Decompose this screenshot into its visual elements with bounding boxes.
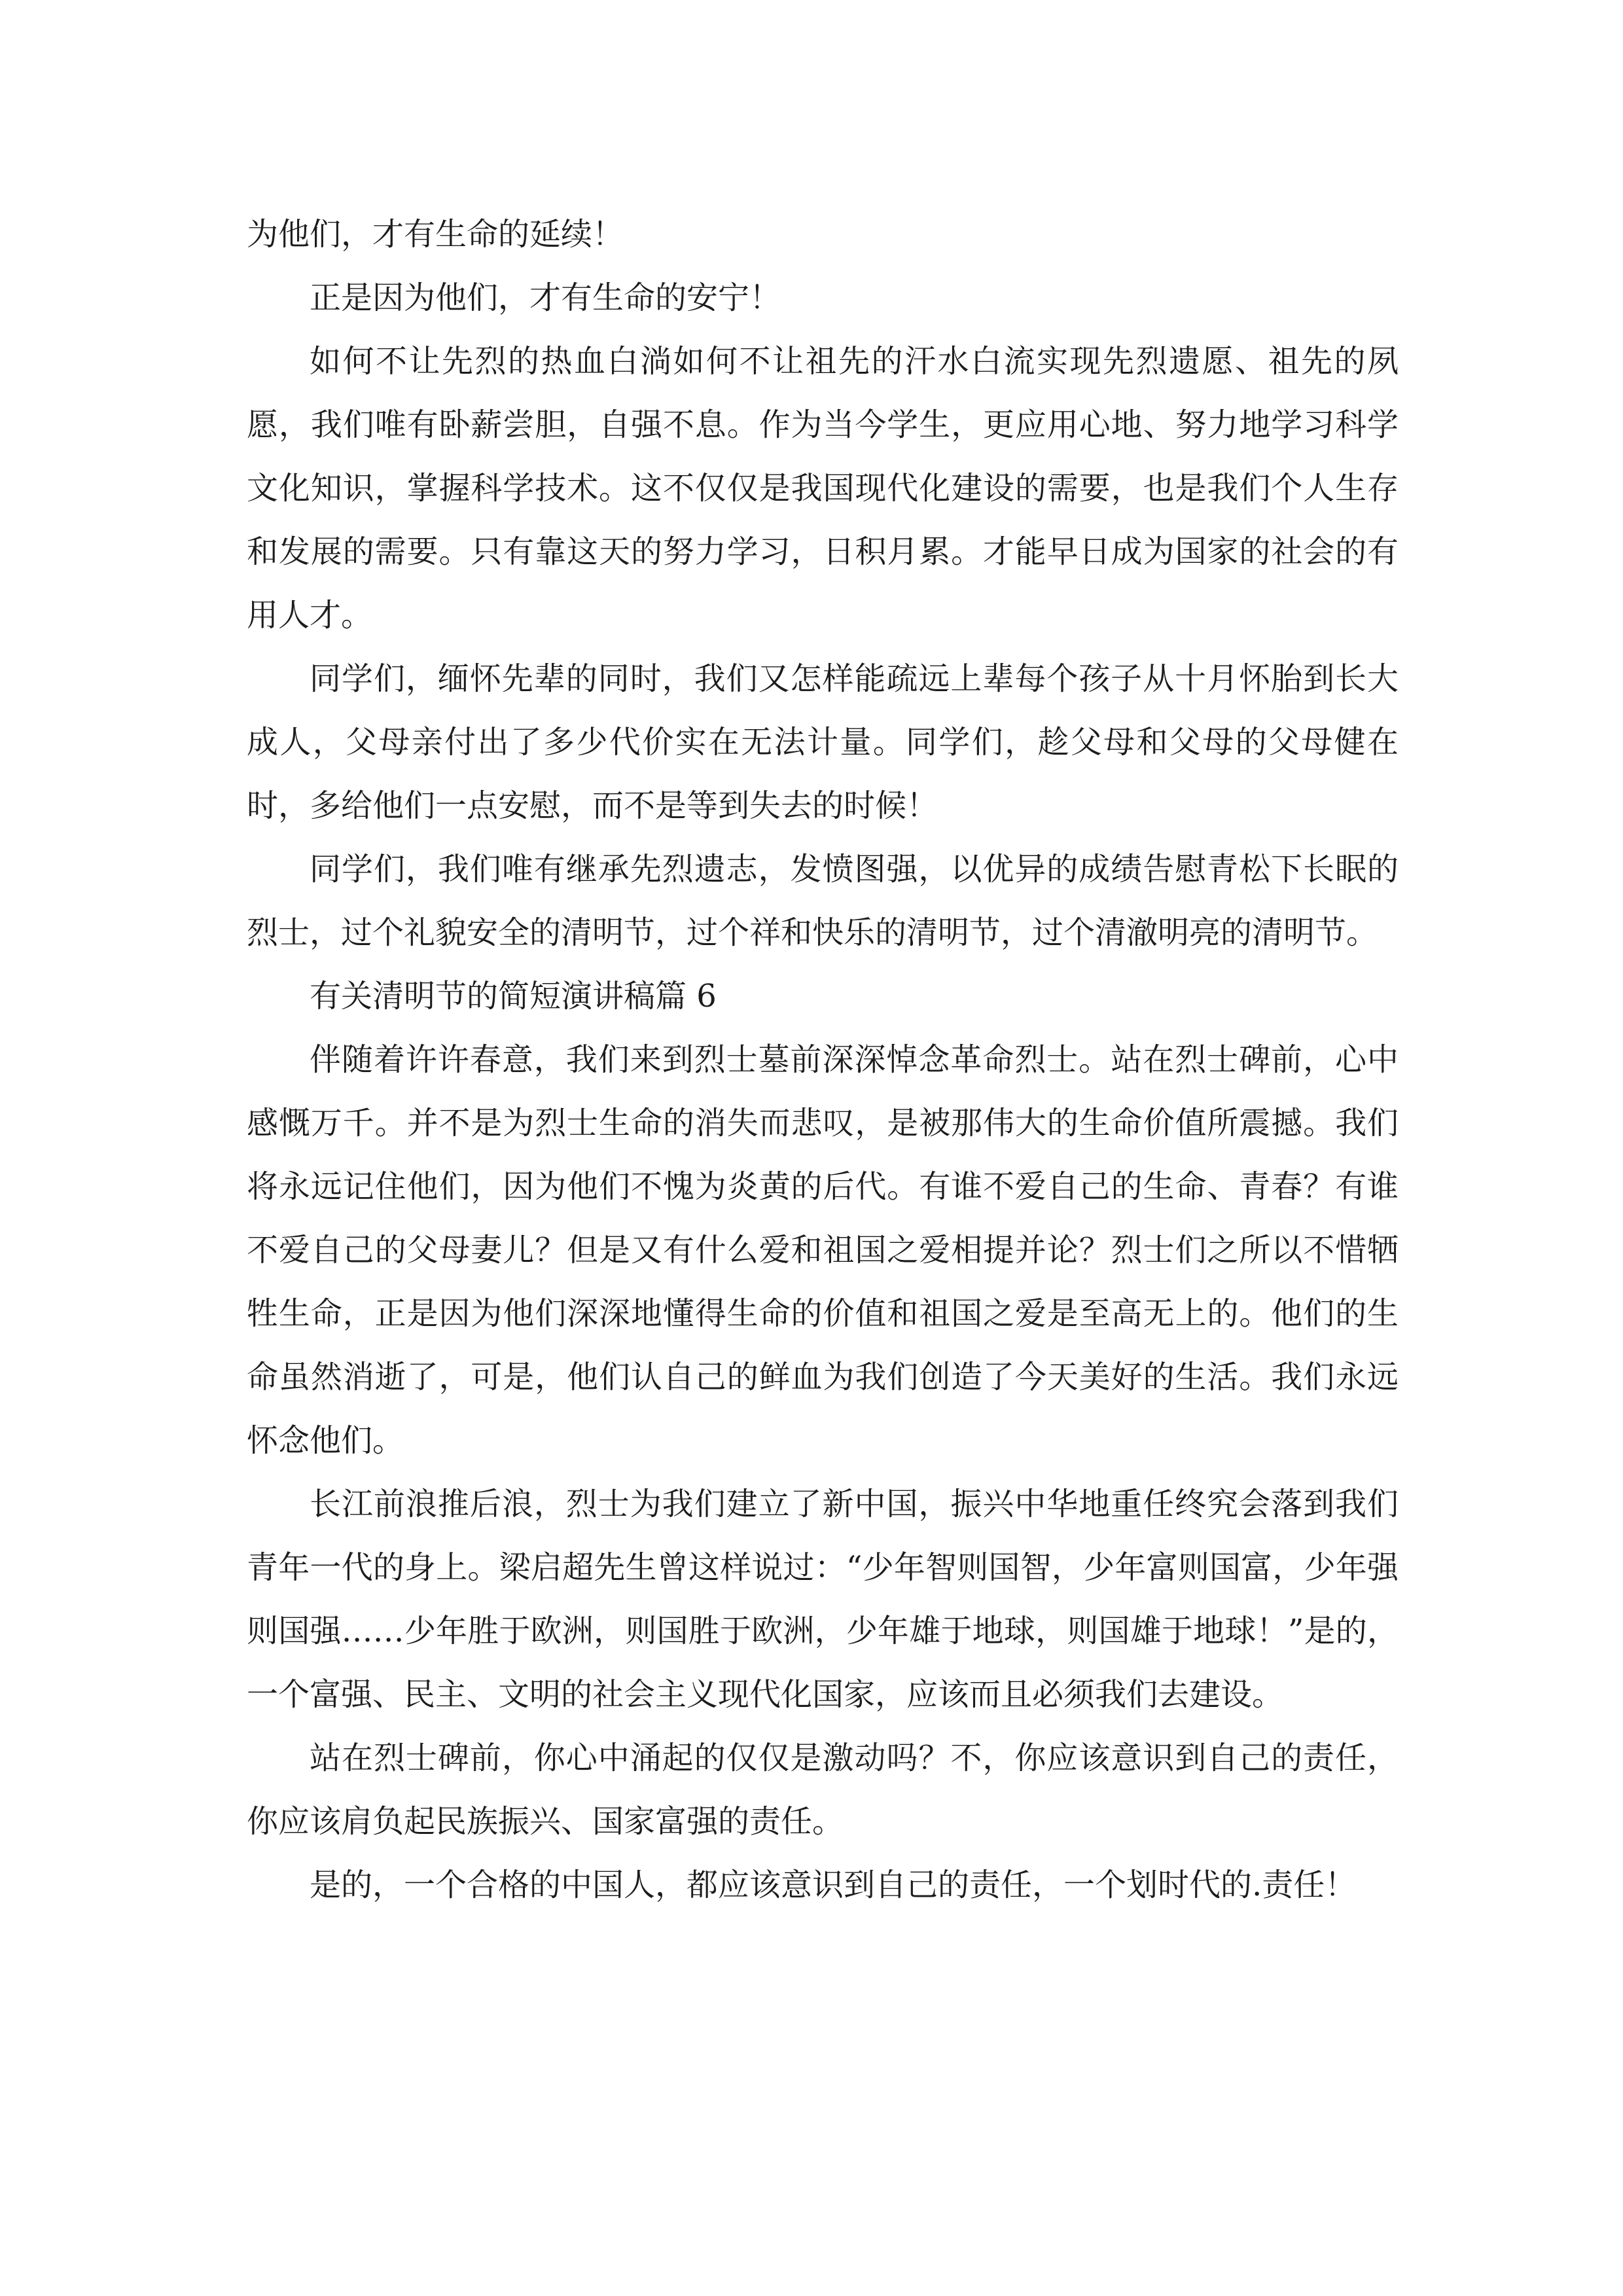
section-heading: 有关清明节的简短演讲稿篇 6: [310, 978, 717, 1014]
paragraph: 伴随着许许春意，我们来到烈士墓前深深悼念革命烈士。站在烈士碑前，心中感慨万千。并不是为烈士生命的消失而悲叹，是被那伟大的生命价值所震撼。我们将永远记住他们，因为他们不愧为炎黄的后代。有谁不爱自己的生命、青春？有谁不爱自己的父母妻儿？但是又有什么爱和祖国之爱相提并论？烈士们之所以不惜牺牲生命，正是因为他们深深地懂得生命的价值和祖国之爱是至高无上的。他们的生命虽然消逝了，可是，他们认自己的鲜血为我们创造了今天美好的生活。我们永远怀念他们。: [247, 1041, 1399, 1459]
paragraph: 站在烈士碑前，你心中涌起的仅仅是激动吗？不，你应该意识到自己的责任，你应该肩负起民族振兴、国家富强的责任。: [247, 1740, 1399, 1840]
paragraph: 正是因为他们，才有生命的安宁！: [310, 279, 781, 316]
paragraph-continuation: 为他们，才有生命的延续！: [247, 216, 624, 253]
paragraph: 是的，一个合格的中国人，都应该意识到自己的责任，一个划时代的.责任！: [310, 1867, 1357, 1903]
paragraph: 同学们，缅怀先辈的同时，我们又怎样能疏远上辈每个孩子从十月怀胎到长大成人，父母亲付出了多少代价实在无法计量。同学们，趁父母和父母的父母健在时，多给他们一点安慰，而不是等到失去的时候！: [247, 660, 1399, 824]
paragraph: 如何不让先烈的热血白淌如何不让祖先的汗水白流实现先烈遗愿、祖先的夙愿，我们唯有卧薪尝胆，自强不息。作为当今学生，更应用心地、努力地学习科学文化知识，掌握科学技术。这不仅仅是我国现代化建设的需要，也是我们个人生存和发展的需要。只有靠这天的努力学习，日积月累。才能早日成为国家的社会的有用人才。: [247, 343, 1399, 634]
paragraph: 长江前浪推后浪，烈士为我们建立了新中国，振兴中华地重任终究会落到我们青年一代的身上。梁启超先生曾这样说过：“少年智则国智，少年富则国富，少年强则国强……少年胜于欧洲，则国胜于欧洲，少年雄于地球，则国雄于地球！”是的，一个富强、民主、文明的社会主义现代化国家，应该而且必须我们去建设。: [247, 1486, 1399, 1713]
document-body: [247, 203, 1399, 1917]
paragraph: 同学们，我们唯有继承先烈遗志，发愤图强，以优异的成绩告慰青松下长眠的烈士，过个礼貌安全的清明节，过个祥和快乐的清明节，过个清澈明亮的清明节。: [247, 851, 1399, 951]
